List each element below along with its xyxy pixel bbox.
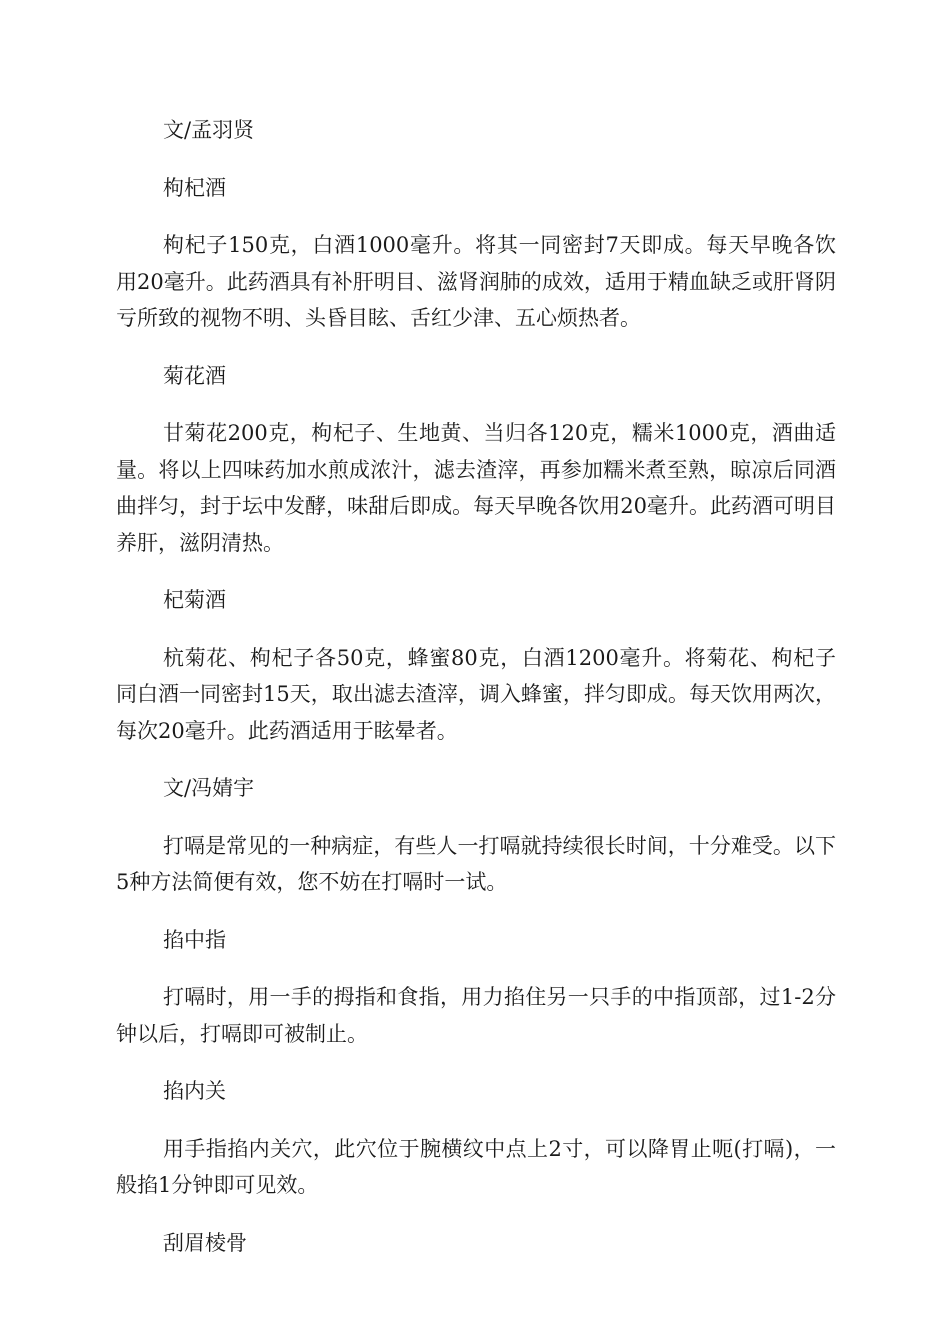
section-heading: 掐中指 bbox=[163, 927, 226, 952]
body-paragraph: 甘菊花200克，枸杞子、生地黄、当归各120克，糯米1000克，酒曲适量。将以上四味药加水煎成浓汁，滤去渣滓，再参加糯米煮至熟，晾凉后同酒曲拌匀，封于坛中发酵，味甜后即成。每天早晚各饮用20毫升。此药酒可明目养肝，滋阴清热。 bbox=[116, 421, 836, 555]
section-heading: 枸杞酒 bbox=[163, 175, 226, 200]
author-line: 文/冯婧宇 bbox=[163, 776, 255, 800]
body-paragraph: 杭菊花、枸杞子各50克，蜂蜜80克，白酒1200毫升。将菊花、枸杞子同白酒一同密封15天，取出滤去渣滓，调入蜂蜜，拌匀即成。每天饮用两次，每次20毫升。此药酒适用于眩晕者。 bbox=[116, 645, 836, 743]
body-paragraph: 用手指掐内关穴，此穴位于腕横纹中点上2寸，可以降胃止呃(打嗝)，一般掐1分钟即可见效。 bbox=[116, 1136, 836, 1197]
section-heading: 刮眉棱骨 bbox=[163, 1230, 247, 1255]
body-paragraph: 打嗝时，用一手的拇指和食指，用力掐住另一只手的中指顶部，过1-2分钟以后，打嗝即可被制止。 bbox=[116, 985, 836, 1046]
author-line: 文/孟羽贤 bbox=[163, 118, 255, 142]
body-paragraph: 打嗝是常见的一种病症，有些人一打嗝就持续很长时间，十分难受。以下5种方法简便有效，您不妨在打嗝时一试。 bbox=[116, 833, 836, 894]
document-body bbox=[116, 112, 836, 1282]
section-heading: 杞菊酒 bbox=[163, 588, 226, 612]
section-heading: 掐内关 bbox=[163, 1079, 226, 1103]
section-heading: 菊花酒 bbox=[163, 363, 226, 388]
body-paragraph: 枸杞子150克，白酒1000毫升。将其一同密封7天即成。每天早晚各饮用20毫升。此药酒具有补肝明目、滋肾润肺的成效，适用于精血缺乏或肝肾阴亏所致的视物不明、头昏目眩、舌红少津、五心烦热者。 bbox=[116, 233, 836, 330]
